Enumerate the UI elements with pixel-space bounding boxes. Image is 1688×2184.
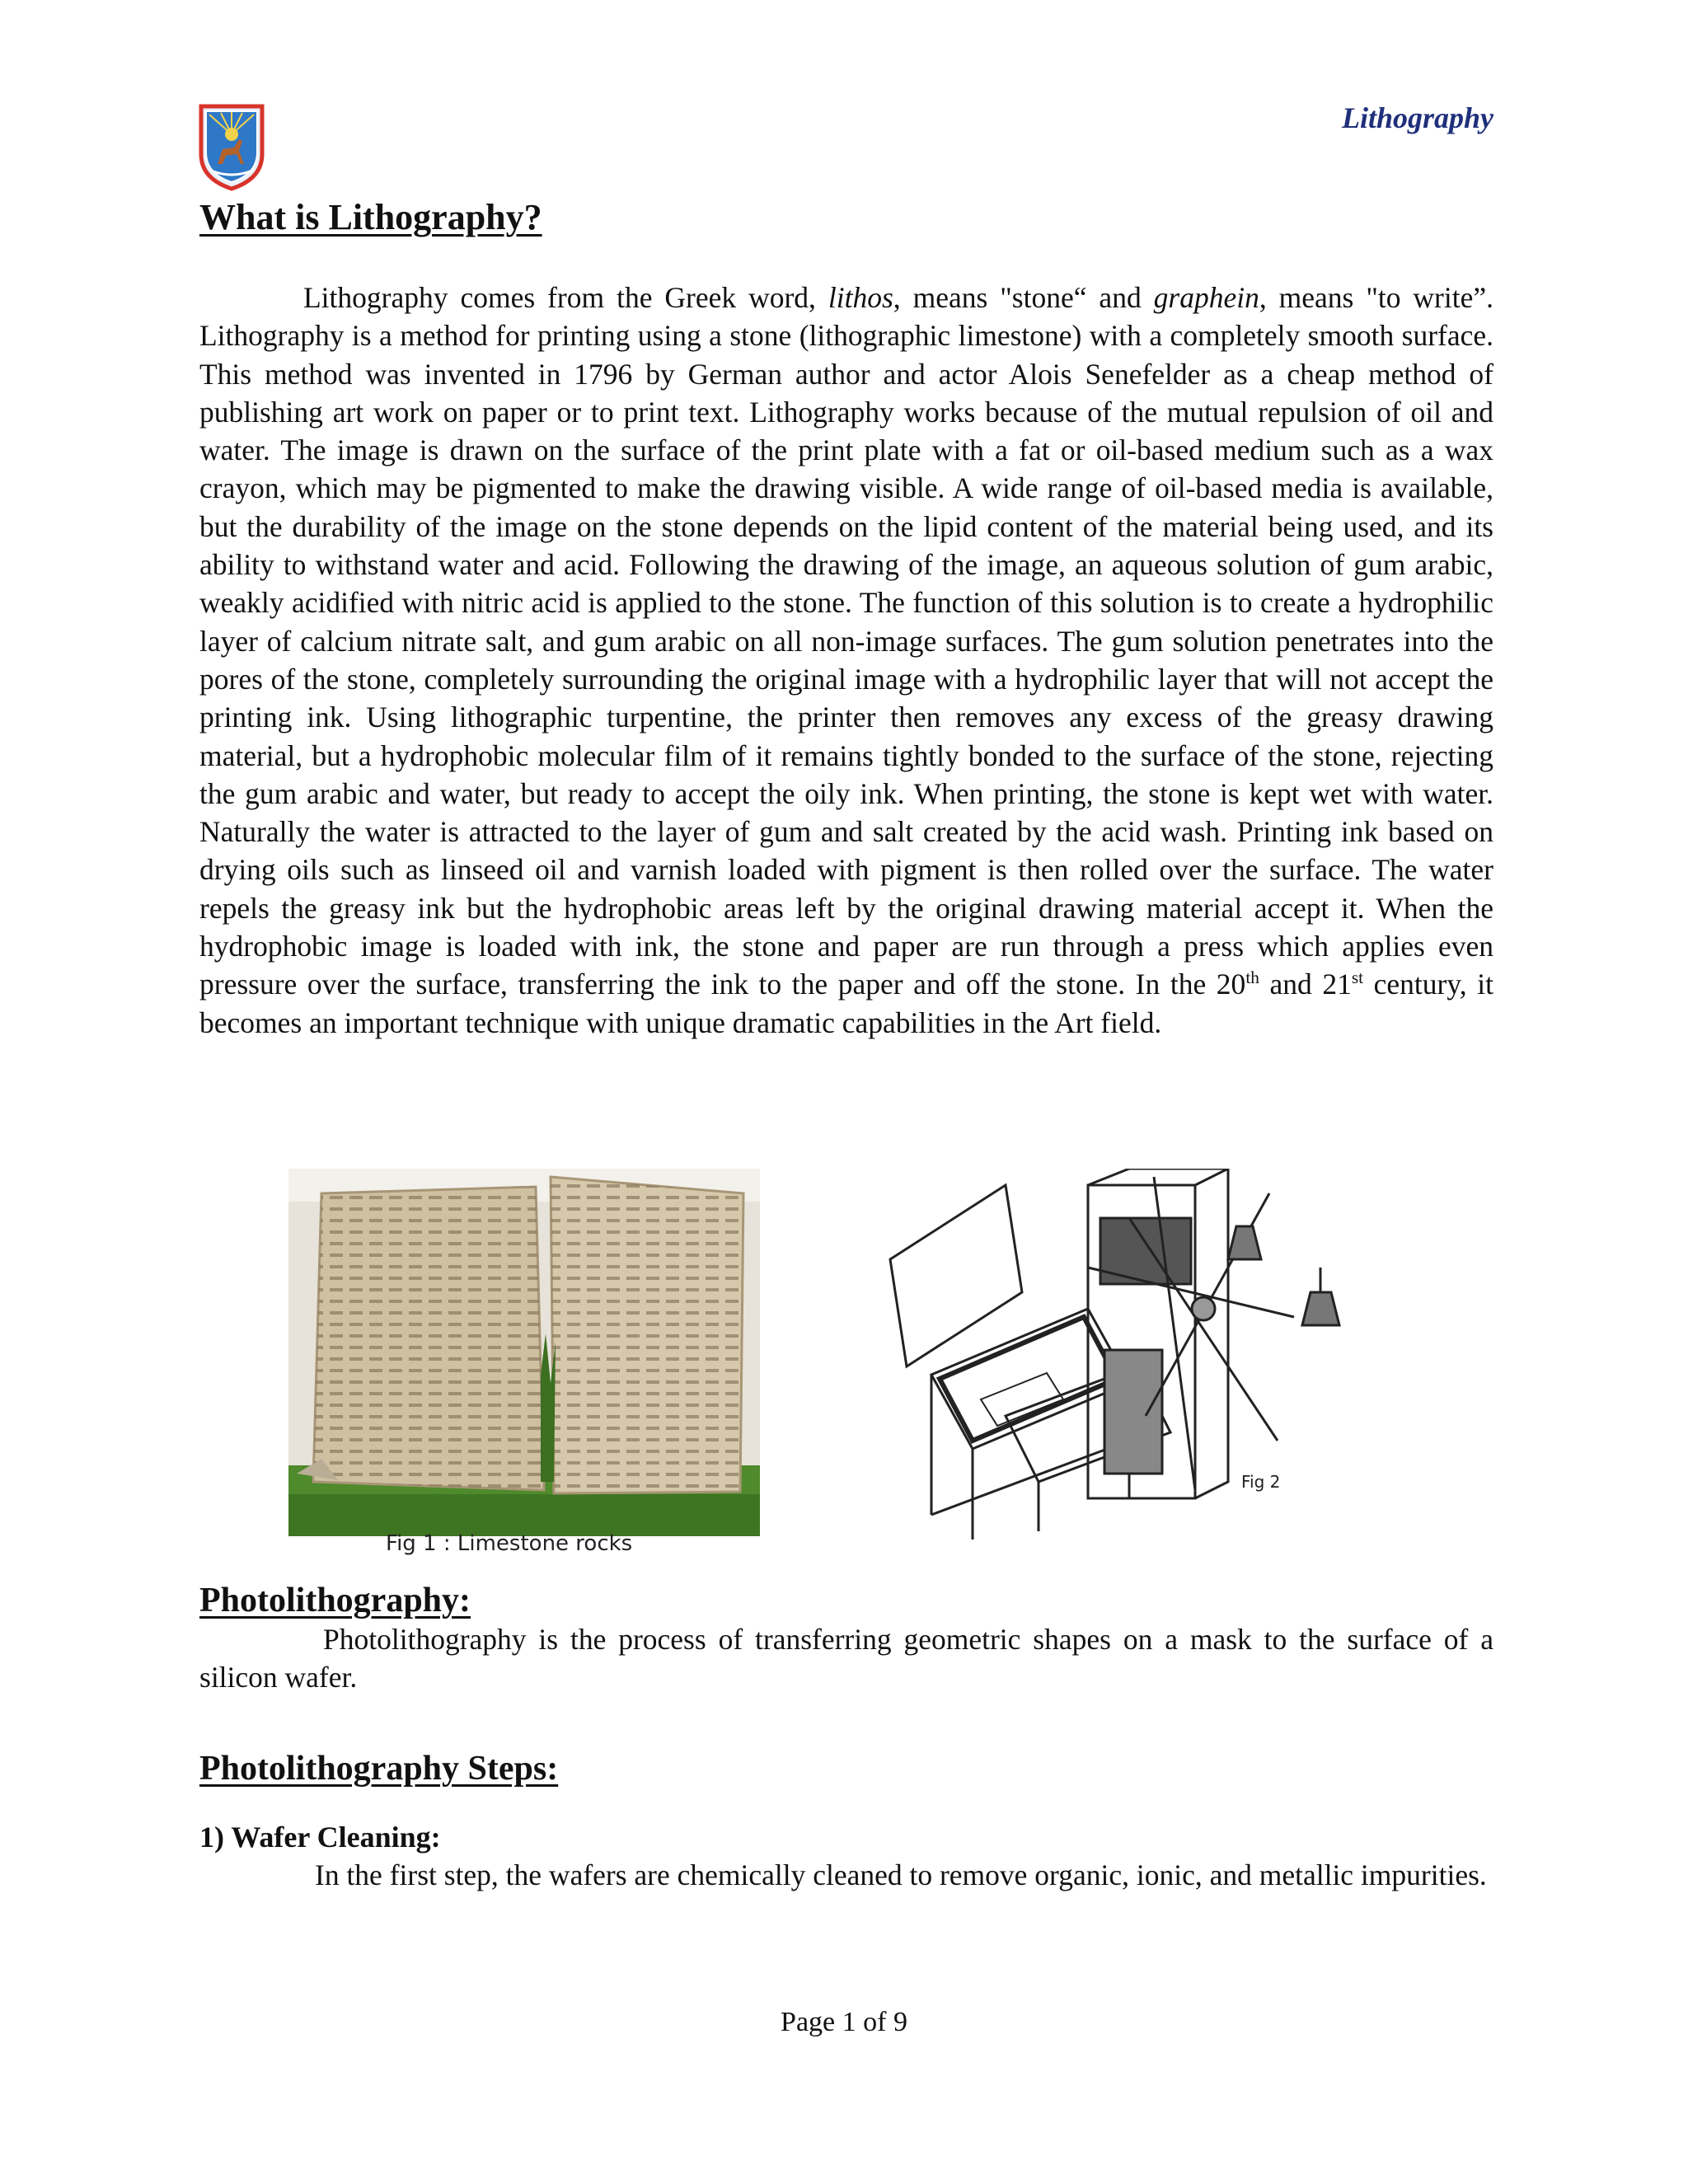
figure-2-caption: Fig 2 [1241, 1472, 1281, 1492]
lithographic-press-image [882, 1169, 1360, 1548]
limestone-rocks-image [288, 1169, 760, 1536]
university-logo [198, 103, 265, 192]
section-title-photolithography: Photolithography: [199, 1582, 471, 1619]
step-1-title: 1) Wafer Cleaning: [199, 1821, 441, 1854]
section-title-lithography: What is Lithography? [199, 197, 542, 237]
section-title-photolithography-steps: Photolithography Steps: [199, 1750, 559, 1788]
lithography-paragraph: Lithography comes from the Greek word, lithos, means "stone“ and graphein, means "to write”. Lithography is a method for printing using a stone (lithographic limestone) with a completely smooth surface. This method was invented in 1796 by German author and actor Alois Senefelder as a cheap method of publishing art work on paper or to print text. Lithography works because of the mutual repulsion of oil and water. The image is drawn on the surface of the print plate with a fat or oil-based medium such as a wax crayon, which may be pigmented to make the drawing visible. A wide range of oil-based media is available, but the durability of the image on the stone depends on the lipid content of the material being used, and its ability to withstand water and acid. Following the drawing of the image, an aqueous solution of gum arabic, weakly acidified with nitric acid is applied to the stone. The function of this solution is to create a hydrophilic layer of calcium nitrate salt, and gum arabic on all non-image surfaces. The gum solution penetrates into the pores of the stone, completely surrounding the original image with a hydrophilic layer that will not accept the printing ink. Using lithographic turpentine, the printer then removes any excess of the greasy drawing material, but a hydrophobic molecular film of it remains tightly bonded to the surface of the stone, rejecting the gum arabic and water, but ready to accept the oily ink. When printing, the stone is kept wet with water. Naturally the water is attracted to the layer of gum and salt created by the acid wash. Printing ink based on drying oils such as linseed oil and varnish loaded with pigment is then rolled over the surface. The water repels the greasy ink but the hydrophobic areas left by the original drawing material accept it. When the hydrophobic image is loaded with ink, the stone and paper are run through a press which applies even pressure over the surface, transferring the ink to the paper and off the stone. In the 20th and 21st century, it becomes an important technique with unique dramatic capabilities in the Art field. [199, 281, 1493, 1039]
figure-1-caption: Fig 1 : Limestone rocks [386, 1531, 633, 1556]
page-number: Page 1 of 9 [781, 2007, 907, 2037]
running-header: Lithography [1341, 101, 1493, 134]
step-1-paragraph: In the first step, the wafers are chemically cleaned to remove organic, ionic, and metallic impurities. [315, 1858, 1487, 1891]
photolithography-paragraph: Photolithography is the process of transferring geometric shapes on a mask to the surface of a silicon wafer. [199, 1623, 1493, 1694]
